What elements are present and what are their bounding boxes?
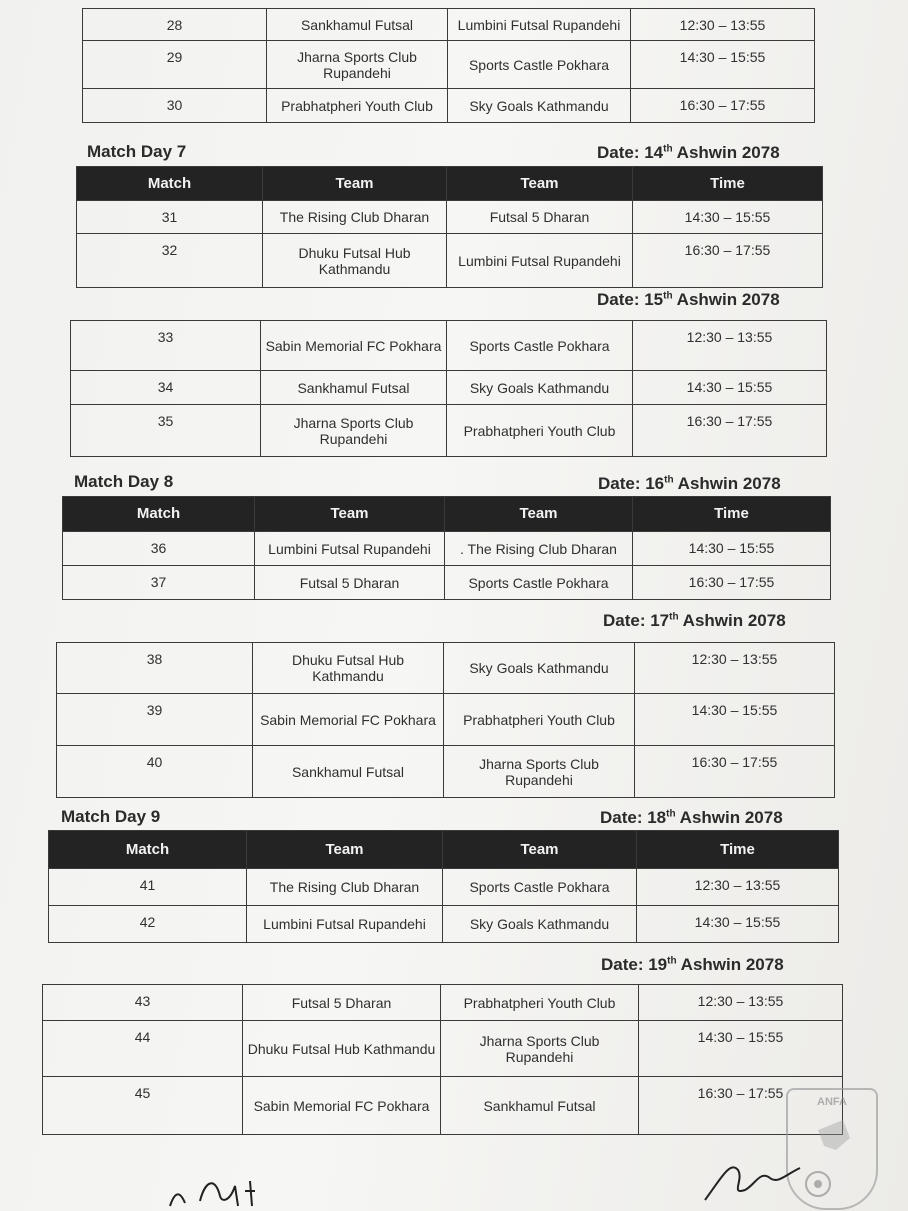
table-row	[71, 321, 827, 371]
match-time: 14:30 – 15:55	[633, 532, 831, 566]
match-time: 16:30 – 17:55	[639, 1077, 843, 1135]
col-header-team: Team	[255, 497, 445, 532]
table-header-row	[63, 497, 831, 532]
team-home: Sabin Memorial FC Pokhara	[261, 321, 447, 371]
schedule-table-md8-b	[56, 642, 835, 798]
match-date: Date: 16th Ashwin 2078	[598, 474, 781, 493]
team-home: Sankhamul Futsal	[267, 9, 448, 41]
match-date: Date: 19th Ashwin 2078	[601, 955, 784, 974]
col-header-team: Team	[443, 831, 637, 869]
table-row	[83, 89, 815, 123]
col-header-team: Team	[247, 831, 443, 869]
match-day-title: Match Day 8	[74, 472, 174, 491]
match-number: 43	[43, 985, 243, 1021]
table-header-row	[77, 167, 823, 201]
col-header-team: Team	[447, 167, 633, 201]
table-header-row	[49, 831, 839, 869]
match-day-title: Match Day 7	[87, 142, 187, 161]
team-away: . The Rising Club Dharan	[445, 532, 633, 566]
schedule-table-md7-a	[76, 166, 823, 288]
match-number: 33	[71, 321, 261, 371]
team-home: Futsal 5 Dharan	[243, 985, 441, 1021]
col-header-time: Time	[633, 497, 831, 532]
match-time: 14:30 – 15:55	[633, 201, 823, 234]
team-away: Jharna Sports Club Rupandehi	[441, 1021, 639, 1077]
team-home: Sabin Memorial FC Pokhara	[243, 1077, 441, 1135]
col-header-match: Match	[49, 831, 247, 869]
match-time: 14:30 – 15:55	[633, 371, 827, 405]
match-number: 36	[63, 532, 255, 566]
team-away: Sports Castle Pokhara	[447, 321, 633, 371]
signature-icon	[700, 1150, 810, 1210]
match-date: Date: 18th Ashwin 2078	[600, 808, 783, 827]
match-time: 16:30 – 17:55	[633, 566, 831, 600]
col-header-time: Time	[633, 167, 823, 201]
match-time: 16:30 – 17:55	[631, 89, 815, 123]
table-row	[71, 371, 827, 405]
team-away: Sky Goals Kathmandu	[447, 371, 633, 405]
team-away: Lumbini Futsal Rupandehi	[447, 234, 633, 288]
table-row	[63, 566, 831, 600]
team-home: Sabin Memorial FC Pokhara	[253, 694, 444, 746]
match-number: 37	[63, 566, 255, 600]
col-header-match: Match	[63, 497, 255, 532]
match-time: 16:30 – 17:55	[633, 234, 823, 288]
match-time: 12:30 – 13:55	[639, 985, 843, 1021]
match-number: 34	[71, 371, 261, 405]
match-time: 16:30 – 17:55	[633, 405, 827, 457]
team-away: Jharna Sports Club Rupandehi	[444, 746, 635, 798]
match-date: Date: 17th Ashwin 2078	[603, 611, 786, 630]
team-home: Futsal 5 Dharan	[255, 566, 445, 600]
table-row	[43, 1077, 843, 1135]
team-away: Sky Goals Kathmandu	[444, 643, 635, 694]
team-away: Sankhamul Futsal	[441, 1077, 639, 1135]
match-date: Date: 15th Ashwin 2078	[597, 290, 780, 309]
team-away: Prabhatpheri Youth Club	[447, 405, 633, 457]
match-number: 29	[83, 41, 267, 89]
team-away: Sky Goals Kathmandu	[443, 906, 637, 943]
team-away: Sports Castle Pokhara	[448, 41, 631, 89]
table-row	[43, 985, 843, 1021]
schedule-table-md7-b	[70, 320, 827, 457]
team-home: Sankhamul Futsal	[253, 746, 444, 798]
table-row	[49, 869, 839, 906]
table-row	[57, 643, 835, 694]
team-home: Lumbini Futsal Rupandehi	[247, 906, 443, 943]
match-time: 14:30 – 15:55	[631, 41, 815, 89]
team-away: Futsal 5 Dharan	[447, 201, 633, 234]
team-home: Jharna Sports Club Rupandehi	[267, 41, 448, 89]
match-number: 28	[83, 9, 267, 41]
match-date: Date: 14th Ashwin 2078	[597, 143, 780, 162]
schedule-table-md9-b	[42, 984, 843, 1135]
team-away: Lumbini Futsal Rupandehi	[448, 9, 631, 41]
team-away: Sports Castle Pokhara	[445, 566, 633, 600]
match-time: 12:30 – 13:55	[631, 9, 815, 41]
match-time: 12:30 – 13:55	[633, 321, 827, 371]
match-number: 44	[43, 1021, 243, 1077]
table-row	[43, 1021, 843, 1077]
table-row	[49, 906, 839, 943]
match-number: 35	[71, 405, 261, 457]
team-home: Dhuku Futsal Hub Kathmandu	[263, 234, 447, 288]
schedule-table-md9-a	[48, 830, 839, 943]
col-header-match: Match	[77, 167, 263, 201]
team-home: Prabhatpheri Youth Club	[267, 89, 448, 123]
match-time: 14:30 – 15:55	[639, 1021, 843, 1077]
team-home: The Rising Club Dharan	[263, 201, 447, 234]
match-number: 32	[77, 234, 263, 288]
team-home: The Rising Club Dharan	[247, 869, 443, 906]
table-row	[77, 234, 823, 288]
table-row	[57, 694, 835, 746]
col-header-team: Team	[445, 497, 633, 532]
match-number: 30	[83, 89, 267, 123]
match-time: 12:30 – 13:55	[637, 869, 839, 906]
team-away: Sky Goals Kathmandu	[448, 89, 631, 123]
match-time: 16:30 – 17:55	[635, 746, 835, 798]
match-number: 31	[77, 201, 263, 234]
match-number: 41	[49, 869, 247, 906]
team-away: Sports Castle Pokhara	[443, 869, 637, 906]
match-number: 38	[57, 643, 253, 694]
team-home: Dhuku Futsal Hub Kathmandu	[243, 1021, 441, 1077]
schedule-table-top	[82, 8, 815, 123]
match-number: 40	[57, 746, 253, 798]
col-header-time: Time	[637, 831, 839, 869]
anfa-seal-icon: ANFA	[786, 1088, 878, 1210]
match-time: 14:30 – 15:55	[635, 694, 835, 746]
team-home: Dhuku Futsal Hub Kathmandu	[253, 643, 444, 694]
table-row	[83, 41, 815, 89]
table-row	[57, 746, 835, 798]
match-number: 42	[49, 906, 247, 943]
table-row	[77, 201, 823, 234]
team-away: Prabhatpheri Youth Club	[444, 694, 635, 746]
table-row	[71, 405, 827, 457]
team-home: Jharna Sports Club Rupandehi	[261, 405, 447, 457]
col-header-team: Team	[263, 167, 447, 201]
table-row	[63, 532, 831, 566]
schedule-table-md8-a	[62, 496, 831, 600]
match-day-title: Match Day 9	[61, 807, 161, 826]
match-number: 39	[57, 694, 253, 746]
match-time: 14:30 – 15:55	[637, 906, 839, 943]
team-away: Prabhatpheri Youth Club	[441, 985, 639, 1021]
handwritten-mark-icon	[160, 1161, 280, 1211]
match-time: 12:30 – 13:55	[635, 643, 835, 694]
match-number: 45	[43, 1077, 243, 1135]
table-row	[83, 9, 815, 41]
team-home: Lumbini Futsal Rupandehi	[255, 532, 445, 566]
team-home: Sankhamul Futsal	[261, 371, 447, 405]
